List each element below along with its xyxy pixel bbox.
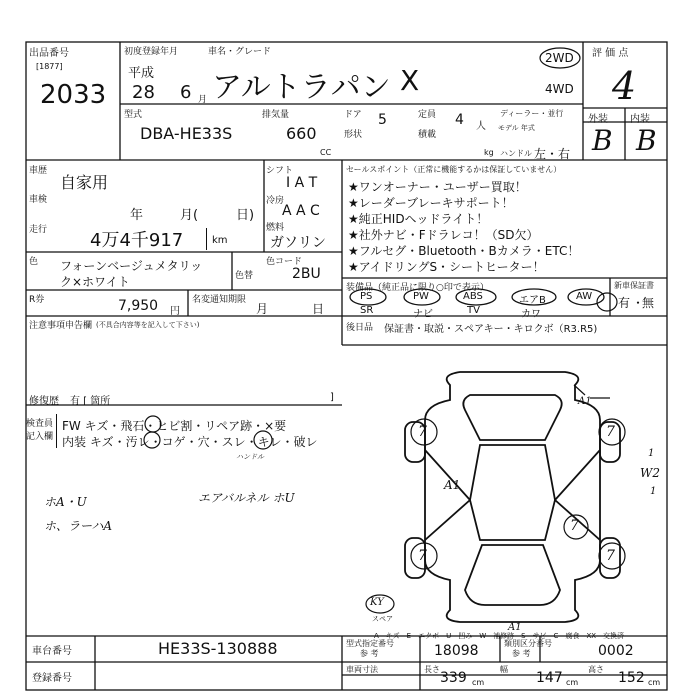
shift-label: シフト bbox=[266, 166, 294, 176]
name-change-month: 月 bbox=[256, 302, 269, 316]
mark-key: KY bbox=[370, 597, 384, 608]
mark-7-rl: 7 bbox=[418, 548, 427, 564]
drive-2wd: 2WD bbox=[545, 51, 574, 65]
repair-value: 有 [ 箇所 bbox=[70, 396, 111, 407]
fuel-label: 燃料 bbox=[266, 223, 285, 233]
parts-label: 後日品 bbox=[346, 323, 374, 333]
interior-label: 内装 bbox=[630, 114, 650, 125]
mark-1-bottom: 1 bbox=[650, 486, 657, 497]
lot-number: 2033 bbox=[40, 80, 107, 110]
lot-no-label: 出品番号 bbox=[29, 48, 69, 59]
damage-legend: A－キズ E－エクボ U－凹み W－補修跡 S－サビ C－腐食 XX－交換済 bbox=[374, 632, 625, 640]
name-change-label: 名変通知期限 bbox=[192, 295, 247, 305]
month-unit: 月 bbox=[198, 95, 208, 105]
sales-title: セールスポイント（正常に機能するかは保証していません） bbox=[346, 165, 562, 174]
registration-label: 登録番号 bbox=[32, 673, 72, 684]
dealer-label: ディーラー・並行 bbox=[500, 109, 564, 118]
displacement: 660 bbox=[286, 124, 317, 143]
mark-1-top: 1 bbox=[648, 448, 655, 459]
inspector-line1: FW キズ・飛石・ヒビ割・リペア跡・×要 bbox=[62, 419, 287, 433]
reg-year: 28 bbox=[132, 82, 155, 103]
inspector-label: 検査員記入欄 bbox=[26, 419, 54, 442]
equip-leather: カワ bbox=[521, 309, 541, 320]
score-label: 評 価 点 bbox=[592, 48, 629, 59]
class-label: 類別区分番号 bbox=[504, 639, 552, 648]
usage-label: 車歴 bbox=[29, 166, 48, 176]
memo-3: ホ、ラーハA bbox=[44, 519, 113, 533]
height: 152 bbox=[618, 670, 645, 686]
mark-7-door: 7 bbox=[570, 518, 579, 534]
width-unit: cm bbox=[566, 678, 579, 687]
handle-label: ハンドル bbox=[500, 149, 532, 158]
exterior-label: 外装 bbox=[588, 114, 608, 125]
model-label: 型式 bbox=[124, 110, 143, 120]
seat-label: 定員 bbox=[418, 110, 437, 120]
inspector-line2: 内装 キズ・汚レ・コゲ・穴・スレ・キレ・破レ bbox=[62, 435, 318, 449]
first-reg-label: 初度登録年月 bbox=[124, 47, 179, 57]
equip-pw: PW bbox=[413, 291, 429, 302]
equip-ps: PS bbox=[360, 291, 373, 302]
height-unit: cm bbox=[648, 678, 661, 687]
color-label: 色 bbox=[29, 257, 39, 267]
handle-value: 左・右 bbox=[534, 147, 571, 161]
drive-4wd: 4WD bbox=[545, 82, 574, 96]
mark-a1-rear: A1 bbox=[508, 622, 522, 633]
recycle-fee: 7,950 bbox=[118, 298, 159, 314]
length: 339 bbox=[440, 670, 467, 686]
doors: 5 bbox=[378, 112, 387, 128]
score-value: 4 bbox=[612, 64, 637, 108]
sales-point: ★アイドリングS・シートヒーター！ bbox=[348, 260, 545, 274]
sales-point: ★ワンオーナー・ユーザー買取！ bbox=[348, 180, 527, 194]
equip-tv: TV bbox=[467, 305, 480, 316]
sales-point: ★レーダーブレーキサポート！ bbox=[348, 196, 514, 210]
mark-7-fl: 7 bbox=[418, 424, 427, 440]
type-label: 型式指定番号 bbox=[346, 639, 394, 648]
shift: I A T bbox=[286, 175, 318, 191]
mark-7-rr: 7 bbox=[606, 548, 615, 564]
equip-aw: AW bbox=[576, 291, 593, 302]
annot-handle: ハンドル bbox=[236, 453, 264, 461]
recycle-unit: 円 bbox=[170, 306, 180, 317]
parts-text: 保証書・取説・スペアキー・キロクボ（R3.R5) bbox=[384, 324, 598, 335]
load-unit: kg bbox=[484, 148, 494, 157]
width: 147 bbox=[536, 670, 563, 686]
color-code: 2BU bbox=[292, 266, 321, 282]
equip-airbag: エアB bbox=[519, 295, 546, 306]
name-change-day: 日 bbox=[312, 302, 325, 316]
ac-label: 冷房 bbox=[266, 196, 285, 206]
equip-navi: ナビ bbox=[413, 309, 433, 320]
mark-7-fr: 7 bbox=[606, 424, 615, 440]
cc-unit: CC bbox=[320, 148, 332, 157]
mileage-unit: km bbox=[212, 235, 228, 246]
length-unit: cm bbox=[472, 678, 485, 687]
load-label: 積載 bbox=[418, 130, 437, 140]
warranty-no: 無 bbox=[642, 296, 655, 310]
seats: 4 bbox=[455, 112, 464, 128]
type-sub: 参 考 bbox=[360, 649, 379, 658]
equipment-label: 装備品（純正品に限り○印で表示） bbox=[346, 283, 489, 293]
fuel: ガソリン bbox=[270, 235, 326, 251]
recycle-label: R券 bbox=[29, 295, 45, 305]
sales-point: ★社外ナビ・Fドラレコ！（SD欠） bbox=[348, 228, 539, 242]
length-label: 長さ bbox=[424, 665, 440, 674]
color-code-label: 色コード bbox=[266, 257, 303, 267]
equip-sr: SR bbox=[360, 305, 374, 316]
inspection-day-unit: 日) bbox=[236, 208, 255, 223]
class-sub: 参 考 bbox=[512, 649, 531, 658]
car-name: アルトラパン bbox=[212, 70, 391, 105]
mark-a1-front: A1 bbox=[578, 396, 592, 407]
shape-label: 形状 bbox=[344, 130, 363, 140]
warranty-yes: 有 bbox=[618, 296, 631, 310]
mark-a1-side: A1 bbox=[444, 478, 461, 492]
color-line1: フォーンベージュメタリッ bbox=[60, 259, 203, 273]
size-label: 車両寸法 bbox=[346, 665, 378, 674]
chassis-label: 車台番号 bbox=[32, 646, 72, 657]
sales-point: ★フルセグ・Bluetooth・Bカメラ・ETC！ bbox=[348, 244, 580, 258]
exterior-grade: B bbox=[592, 124, 613, 157]
spare-label: スペア bbox=[372, 615, 393, 623]
seat-unit: 人 bbox=[476, 121, 486, 132]
inspection-month-unit: 月( bbox=[180, 208, 199, 223]
name-label: 車名・グレード bbox=[208, 47, 272, 57]
mark-w2: W2 bbox=[640, 466, 660, 480]
class-number: 0002 bbox=[598, 643, 634, 659]
color-change-label: 色替 bbox=[235, 271, 254, 281]
new-warranty-label: 新車保証書 bbox=[614, 281, 654, 290]
door-label: ドア bbox=[344, 110, 362, 120]
color-line2: ク×ホワイト bbox=[60, 275, 130, 289]
type-number: 18098 bbox=[434, 643, 479, 659]
lot-sub: [1877] bbox=[36, 62, 63, 71]
usage: 自家用 bbox=[60, 173, 109, 192]
grade: X bbox=[400, 64, 420, 97]
height-label: 高さ bbox=[588, 665, 604, 674]
notes-sub: (不具合内容等を記入して下さい) bbox=[96, 321, 200, 329]
reg-month: 6 bbox=[180, 82, 192, 103]
sales-point: ★純正HIDヘッドライト！ bbox=[348, 212, 489, 226]
chassis-number: HE33S-130888 bbox=[158, 639, 278, 658]
inspection-year-unit: 年 bbox=[130, 208, 144, 223]
repair-label: 修復歴 bbox=[29, 396, 59, 407]
width-label: 幅 bbox=[500, 665, 508, 674]
interior-grade: B bbox=[636, 124, 657, 157]
car-diagram bbox=[405, 372, 620, 622]
repair-close: ] bbox=[330, 392, 334, 403]
model-year-label: モデル 年式 bbox=[498, 124, 535, 132]
equip-abs: ABS bbox=[463, 291, 483, 302]
displacement-label: 排気量 bbox=[262, 110, 290, 120]
ac: A A C bbox=[282, 203, 320, 219]
memo-2: エアバルネル ホU bbox=[198, 491, 295, 505]
notes-label: 注意事項申告欄 bbox=[29, 321, 93, 331]
mileage: 4万4千917 bbox=[90, 230, 184, 251]
inspection-label: 車検 bbox=[29, 195, 48, 205]
memo-1: ホA・U bbox=[44, 495, 87, 509]
mileage-label: 走行 bbox=[29, 225, 48, 235]
model-code: DBA-HE33S bbox=[140, 124, 233, 143]
era: 平成 bbox=[128, 66, 155, 81]
